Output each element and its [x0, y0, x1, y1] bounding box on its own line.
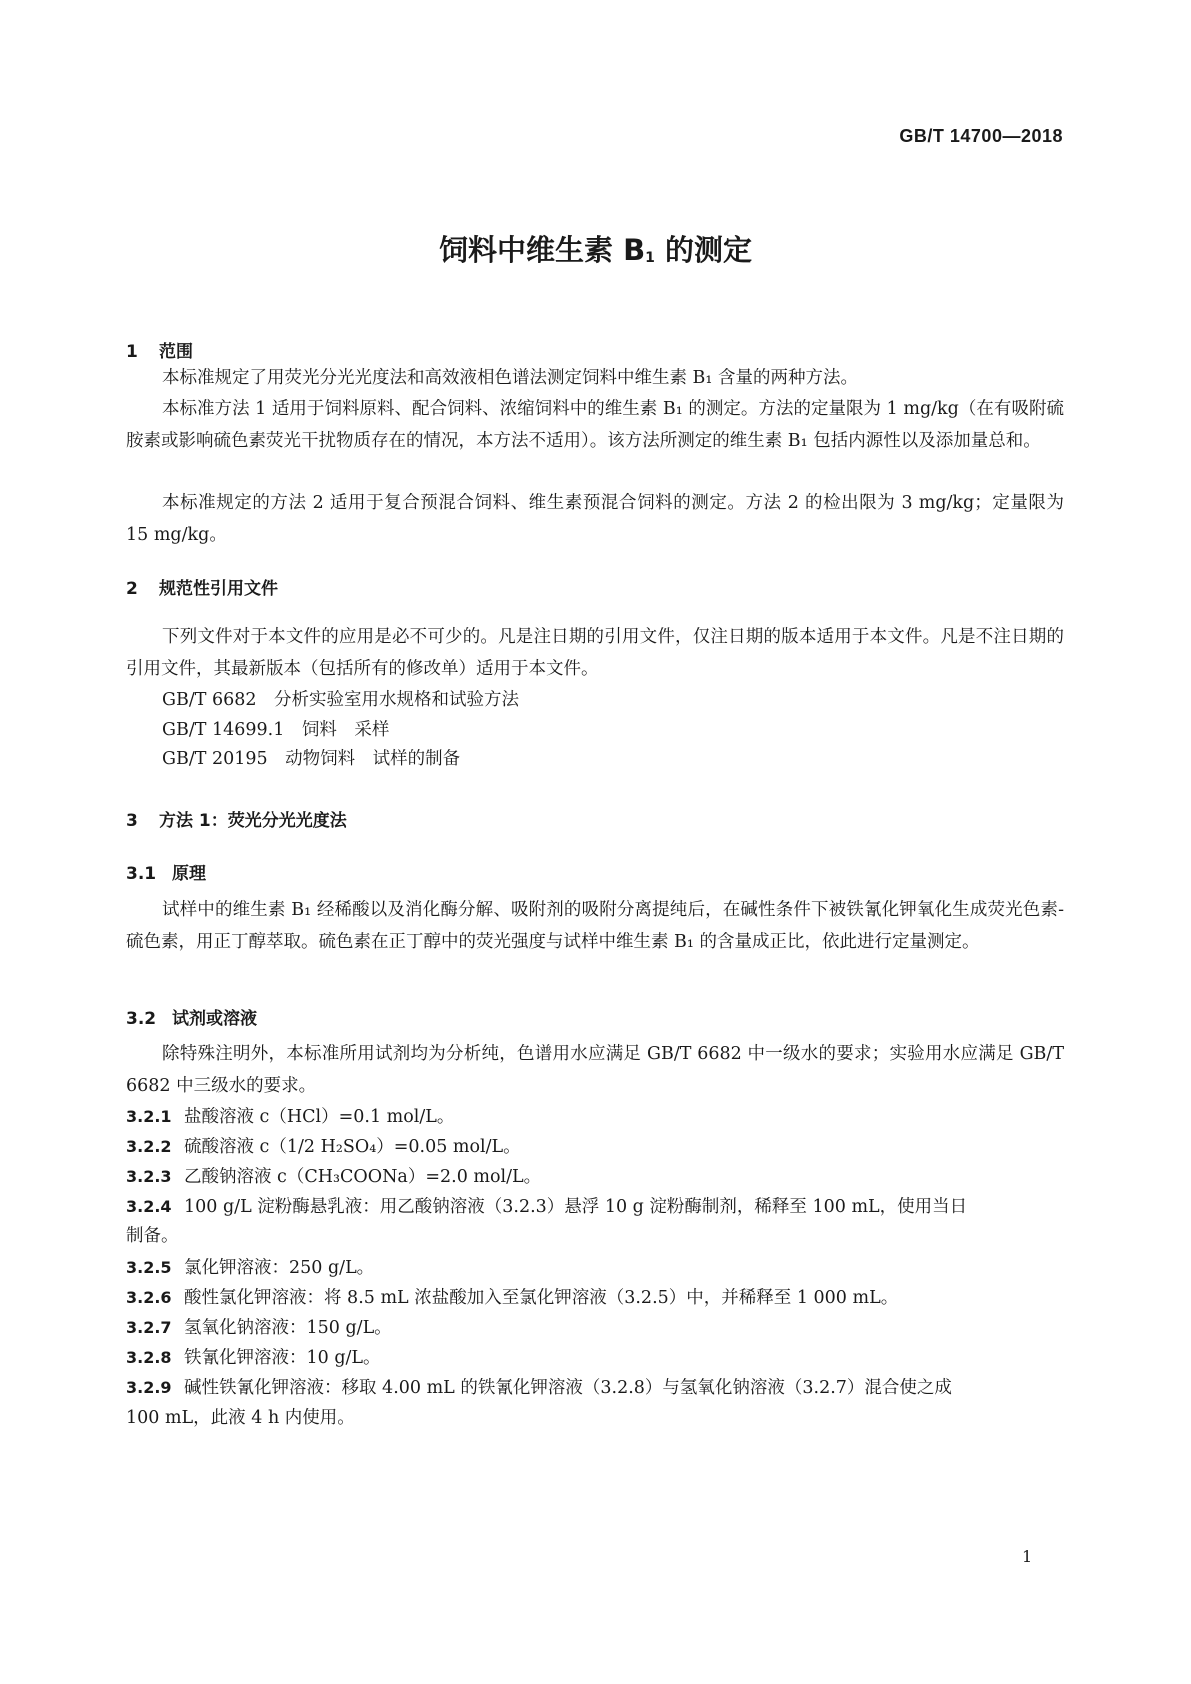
- reagent-item: 3.2.8 铁氰化钾溶液：10 g/L。: [126, 1348, 381, 1368]
- section-1-heading: 1 范围: [126, 342, 193, 362]
- reagent-item: 3.2.6 酸性氯化钾溶液：将 8.5 mL 浓盐酸加入至氯化钾溶液（3.2.5）中，并稀释至 1 000 mL。: [126, 1288, 899, 1308]
- section-3-heading: 3 方法 1：荧光分光光度法: [126, 811, 347, 831]
- section-2-paragraph: 下列文件对于本文件的应用是必不可少的。凡是注日期的引用文件，仅注日期的版本适用于本文件。凡是不注日期的引用文件，其最新版本（包括所有的修改单）适用于本文件。: [126, 627, 1064, 679]
- reagent-item: 3.2.1 盐酸溶液 c（HCl）=0.1 mol/L。: [126, 1107, 455, 1127]
- section-1-paragraph-1: 本标准规定了用荧光分光光度法和高效液相色谱法测定饲料中维生素 B₁ 含量的两种方法。: [162, 368, 858, 388]
- reagent-item: 3.2.2 硫酸溶液 c（1/2 H₂SO₄）=0.05 mol/L。: [126, 1137, 521, 1157]
- reagent-item: 3.2.9 碱性铁氰化钾溶液：移取 4.00 mL 的铁氰化钾溶液（3.2.8）与氢氧化钠溶液（3.2.7）混合使之成: [126, 1378, 952, 1398]
- section-3-2-heading: 3.2 试剂或溶液: [126, 1009, 257, 1029]
- reference-item: GB/T 20195 动物饲料 试样的制备: [162, 749, 461, 769]
- section-1-paragraph-2: 本标准方法 1 适用于饲料原料、配合饲料、浓缩饲料中的维生素 B₁ 的测定。方法的定量限为 1 mg/kg（在有吸附硫胺素或影响硫色素荧光干扰物质存在的情况，本方法不适用）。该方法所测定的维生素 B₁ 包括内源性以及添加量总和。: [126, 399, 1064, 451]
- section-3-1-paragraph: 试样中的维生素 B₁ 经稀酸以及消化酶分解、吸附剂的吸附分离提纯后，在碱性条件下被铁氰化钾氧化生成荧光色素-硫色素，用正丁醇萃取。硫色素在正丁醇中的荧光强度与试样中维生素 B₁ 的含量成正比，依此进行定量测定。: [126, 900, 1064, 952]
- standard-code: GB/T 14700—2018: [899, 126, 1063, 146]
- section-1-paragraph-3: 本标准规定的方法 2 适用于复合预混合饲料、维生素预混合饲料的测定。方法 2 的检出限为 3 mg/kg；定量限为 15 mg/kg。: [126, 493, 1064, 545]
- section-3-1-heading: 3.1 原理: [126, 864, 206, 884]
- page-number: 1: [1022, 1547, 1033, 1566]
- reference-item: GB/T 6682 分析实验室用水规格和试验方法: [162, 690, 520, 710]
- document-title: 饲料中维生素 $B_1$ 的测定: [438, 233, 753, 267]
- reagent-item: 3.2.7 氢氧化钠溶液：150 g/L。: [126, 1318, 392, 1338]
- reagent-item: 3.2.5 氯化钾溶液：250 g/L。: [126, 1258, 375, 1278]
- section-2-heading: 2 规范性引用文件: [126, 579, 278, 599]
- reagent-item: 3.2.3 乙酸钠溶液 c（CH₃COONa）=2.0 mol/L。: [126, 1167, 542, 1187]
- reagent-item-continuation: 100 mL，此液 4 h 内使用。: [126, 1408, 355, 1428]
- reagent-item: 3.2.4 100 g/L 淀粉酶悬乳液：用乙酸钠溶液（3.2.3）悬浮 10 g 淀粉酶制剂，稀释至 100 mL，使用当日: [126, 1197, 968, 1217]
- reference-item: GB/T 14699.1 饲料 采样: [162, 720, 390, 740]
- reagent-item-continuation: 制备。: [126, 1226, 179, 1246]
- section-3-2-paragraph: 除特殊注明外，本标准所用试剂均为分析纯，色谱用水应满足 GB/T 6682 中一级水的要求；实验用水应满足 GB/T 6682 中三级水的要求。: [126, 1044, 1064, 1096]
